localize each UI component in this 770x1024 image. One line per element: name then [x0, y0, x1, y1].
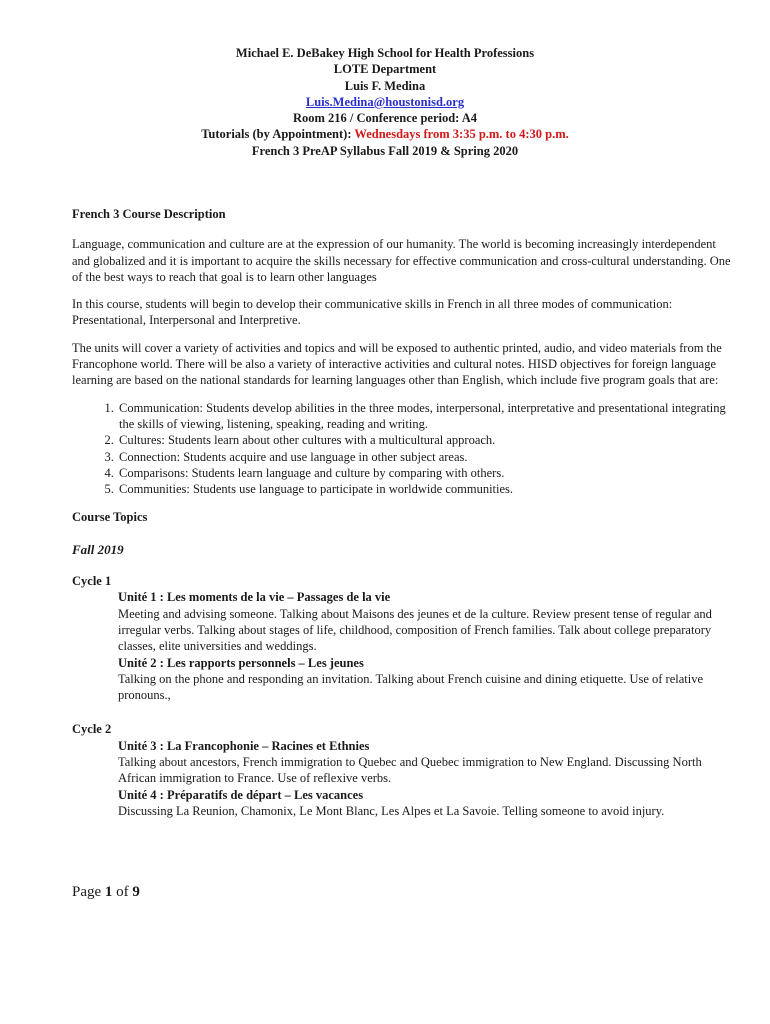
- of-label: of: [112, 884, 133, 900]
- list-item: 1. Communication: Students develop abilities in the three modes, interpersonal, interpretative and presentational integrating the skills of viewing, listening, speaking, reading and writing.: [117, 400, 732, 433]
- tutorials-label: Tutorials (by Appointment):: [201, 127, 355, 142]
- document-header: [0, 45, 770, 159]
- syllabus-title: French 3 PreAP Syllabus Fall 2019 & Spring 2020: [251, 143, 519, 158]
- program-goals-list: [72, 400, 732, 498]
- cycle-2-units: [72, 738, 732, 819]
- cycle-2-label: Cycle 2: [72, 722, 112, 737]
- unit-3-text: Talking about ancestors, French immigration to Quebec and Quebec immigration to New England. Discussing North African immigration to France. Use of reflexive verbs.: [118, 755, 702, 786]
- description-paragraph-3: The units will cover a variety of activities and topics and will be exposed to authentic printed, audio, and video materials from the Francophone world. There will be also a variety of interactive activities and cultural notes. HISD objectives for foreign language learning are based on the national standards for learning languages other than English, which include five program goals that are:: [72, 340, 722, 388]
- document-body: [72, 206, 732, 819]
- page-number: 1: [104, 884, 113, 900]
- page-label: Page: [72, 884, 105, 900]
- semester-label: Fall 2019: [72, 541, 124, 557]
- unit-1-text: Meeting and advising someone. Talking about Maisons des jeunes et de la culture. Review present tense of regular and irregular verbs. Talking about stages of life, childhood, composition of French families. Talk about college preparatory classes, elite universities and weddings.: [118, 606, 712, 654]
- page-footer: [72, 884, 140, 901]
- list-item: 5. Communities: Students use language to participate in worldwide communities.: [117, 481, 732, 497]
- teacher-name: Luis F. Medina: [344, 78, 426, 93]
- unit-2-title: Unité 2 : Les rapports personnels – Les jeunes: [118, 655, 364, 670]
- school-name: Michael E. DeBakey High School for Health Professions: [235, 46, 535, 60]
- list-item: 3. Connection: Students acquire and use language in other subject areas.: [117, 449, 732, 465]
- email-link[interactable]: Luis.Medina@houstonisd.org: [305, 94, 465, 109]
- list-item: 2. Cultures: Students learn about other cultures with a multicultural approach.: [117, 432, 732, 448]
- course-description-heading: French 3 Course Description: [72, 207, 226, 221]
- unit-3-title: Unité 3 : La Francophonie – Racines et Ethnies: [118, 738, 370, 753]
- cycle-1-label: Cycle 1: [72, 574, 112, 589]
- course-topics-heading: Course Topics: [72, 510, 148, 525]
- description-paragraph-2: In this course, students will begin to develop their communicative skills in French in all three modes of communication: Presentational, Interpersonal and Interpretive.: [72, 297, 673, 328]
- room-info: Room 216 / Conference period: A4: [292, 111, 478, 126]
- description-paragraph-1: Language, communication and culture are at the expression of our humanity. The world is becoming increasingly interdependent and globalized and it is important to acquire the skills necessary for effective communication and cross-cultural understanding. One of the best ways to reach that goal is to learn other languages: [72, 237, 731, 284]
- page-total: 9: [132, 884, 140, 900]
- department-name: LOTE Department: [333, 62, 437, 77]
- unit-4-text: Discussing La Reunion, Chamonix, Le Mont Blanc, Les Alpes et La Savoie. Telling someone to avoid injury.: [118, 803, 665, 818]
- list-item: 4. Comparisons: Students learn language and culture by comparing with others.: [117, 465, 732, 481]
- tutorials-time: Wednesdays from 3:35 p.m. to 4:30 p.m.: [354, 127, 569, 142]
- unit-2-text: Talking on the phone and responding an invitation. Talking about French cuisine and dining etiquette. Use of relative pronouns.,: [118, 671, 704, 703]
- unit-4-title: Unité 4 : Préparatifs de départ – Les vacances: [118, 787, 364, 802]
- unit-1-title: Unité 1 : Les moments de la vie – Passages de la vie: [118, 590, 391, 605]
- cycle-1-units: [72, 589, 732, 703]
- tutorials-line: [0, 126, 770, 142]
